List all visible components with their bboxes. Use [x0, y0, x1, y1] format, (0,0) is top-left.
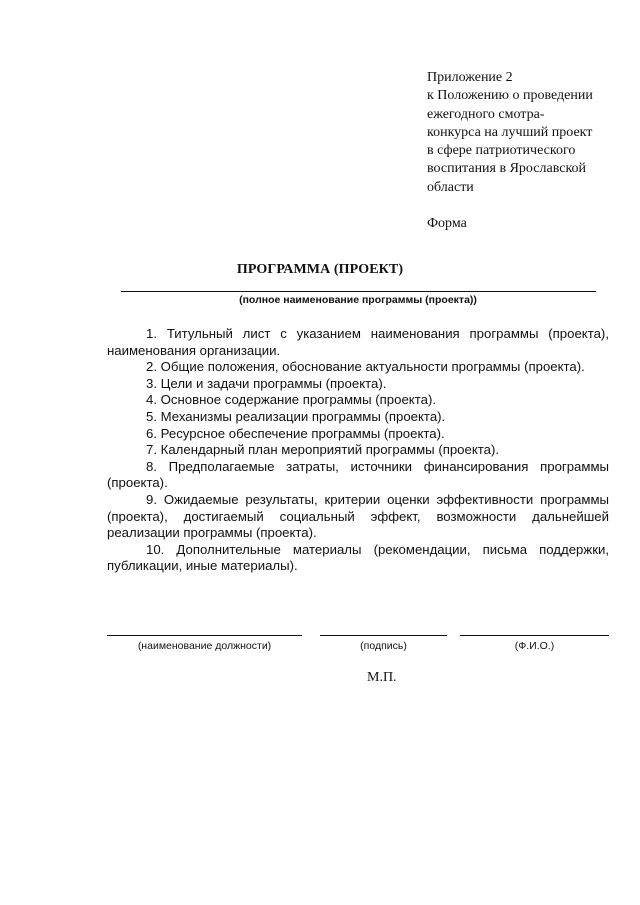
list-item: 8. Предполагаемые затраты, источники финансирования программы (проекта).	[107, 458, 609, 491]
appendix-line: в сфере патриотического	[427, 143, 576, 159]
name-caption: (Ф.И.О.)	[514, 640, 555, 652]
section-list	[107, 326, 609, 575]
title-caption: (полное наименование программы (проекта))	[239, 294, 477, 306]
appendix-line: ежегодного смотра-	[427, 106, 545, 122]
form-label: Форма	[427, 216, 467, 232]
name-fill-line	[460, 635, 609, 636]
stamp-place: М.П.	[367, 670, 397, 685]
list-item: 3. Цели и задачи программы (проекта).	[146, 375, 387, 391]
list-item: 7. Календарный план мероприятий программы (проекта).	[146, 442, 500, 458]
list-item: 9. Ожидаемые результаты, критерии оценки эффективности программы (проекта), достигаемый социальный эффект, возможности дальнейшей реализации программы (проекта).	[107, 491, 609, 541]
document-title: ПРОГРАММА (ПРОЕКТ)	[236, 262, 404, 277]
list-item: 4. Основное содержание программы (проекта).	[146, 392, 437, 408]
appendix-block	[427, 69, 627, 233]
appendix-line: конкурса на лучший проект	[427, 124, 593, 140]
position-caption: (наименование должности)	[137, 640, 272, 652]
appendix-line: к Положению о проведении	[427, 88, 593, 104]
position-fill-line	[107, 635, 302, 636]
signature-fill-line	[320, 635, 447, 636]
appendix-line: Приложение 2	[427, 70, 513, 85]
list-item: 2. Общие положения, обоснование актуальности программы (проекта).	[146, 359, 585, 375]
title-fill-line	[121, 291, 596, 292]
list-item: 5. Механизмы реализации программы (проекта).	[146, 408, 446, 424]
list-item: 10. Дополнительные материалы (рекомендации, письма поддержки, публикации, иные материалы).	[107, 541, 609, 574]
appendix-line: воспитания в Ярославской	[427, 161, 587, 177]
list-item: 1. Титульный лист с указанием наименования программы (проекта), наименования организации.	[107, 326, 609, 358]
list-item: 6. Ресурсное обеспечение программы (проекта).	[146, 425, 445, 441]
appendix-line: области	[427, 179, 474, 195]
signature-caption: (подпись)	[360, 640, 407, 652]
